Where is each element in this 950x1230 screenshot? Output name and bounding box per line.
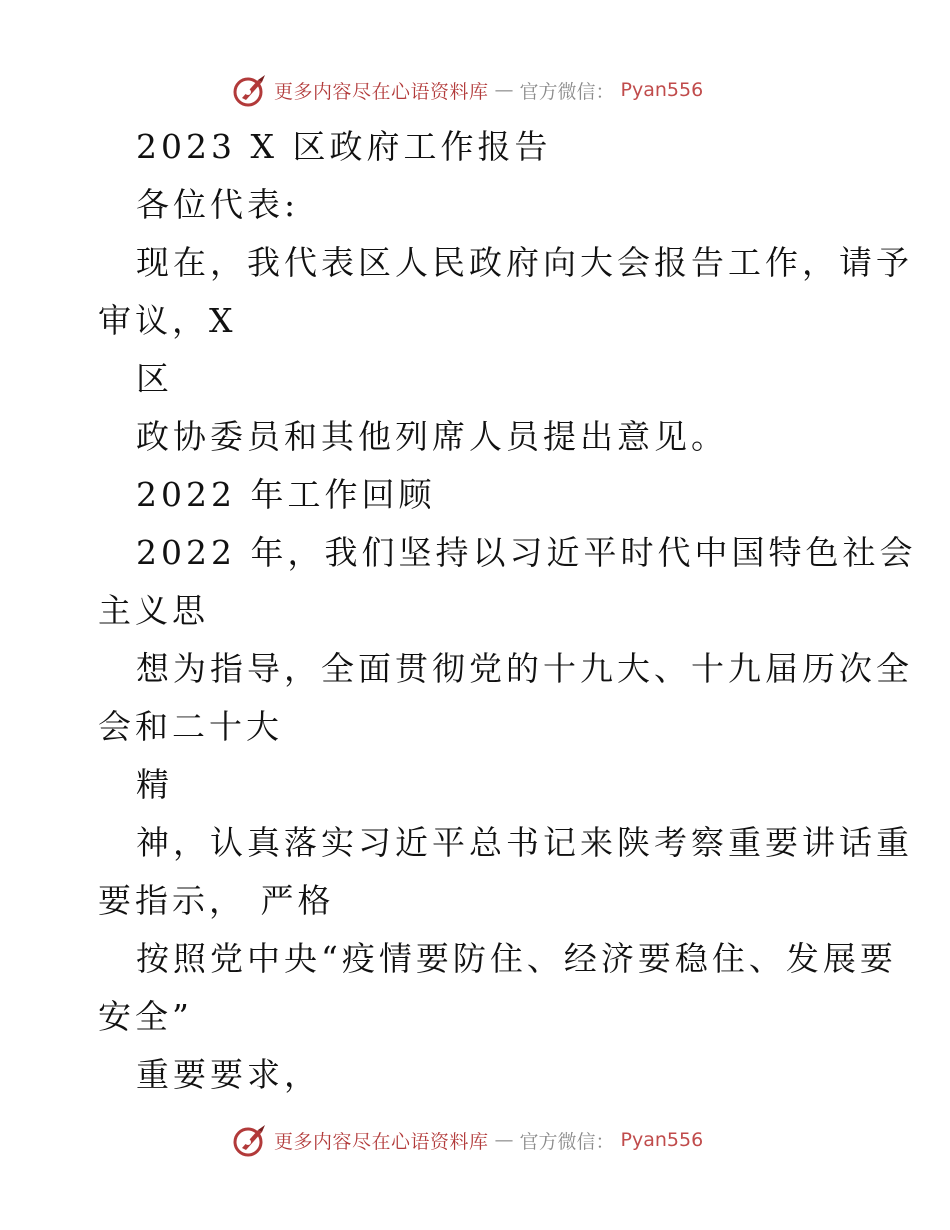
watermark-wechat-id: Pyan556 [620,1129,704,1151]
text-line: 2022 年工作回顾 [136,475,436,514]
watermark-wechat-label: 官方微信： [519,1130,615,1153]
text-line: 重要要求， [136,1055,321,1094]
text-line: 想为指导，全面贯彻党的十九大、十九届历次全 [136,649,913,688]
text-line: 政协委员和其他列席人员提出意见。 [136,417,728,456]
text-line: 2023 X 区政府工作报告 [136,127,552,166]
footer-watermark [232,1120,703,1160]
text-line: 神，认真落实习近平总书记来陕考察重要讲话重 [136,823,913,862]
text-line: 要指示， 严格 [98,881,335,920]
text-line: 2022 年，我们坚持以习近平时代中国特色社会 [136,533,917,572]
text-line: 精 [136,765,173,804]
watermark-dash: — [494,1129,514,1151]
text-line: 审议，X [98,301,237,340]
watermark-main-text: 更多内容尽在心语资料库 [274,80,489,103]
text-line: 主义思 [98,591,209,630]
header-watermark [232,70,703,110]
watermark-dash: — [494,79,514,101]
document-body [98,118,917,1104]
text-line: 会和二十大 [98,707,283,746]
text-line: 按照党中央“疫情要防住、经济要稳住、发展要 [136,939,897,978]
quill-circle-logo-icon [232,1122,268,1158]
text-line: 安全” [98,997,193,1036]
watermark-wechat-id: Pyan556 [620,79,704,101]
watermark-wechat-label: 官方微信： [519,80,615,103]
quill-circle-logo-icon [232,72,268,108]
text-line: 现在，我代表区人民政府向大会报告工作，请予 [136,243,913,282]
text-line: 区 [136,359,173,398]
watermark-main-text: 更多内容尽在心语资料库 [274,1130,489,1153]
text-line: 各位代表: [136,185,300,224]
